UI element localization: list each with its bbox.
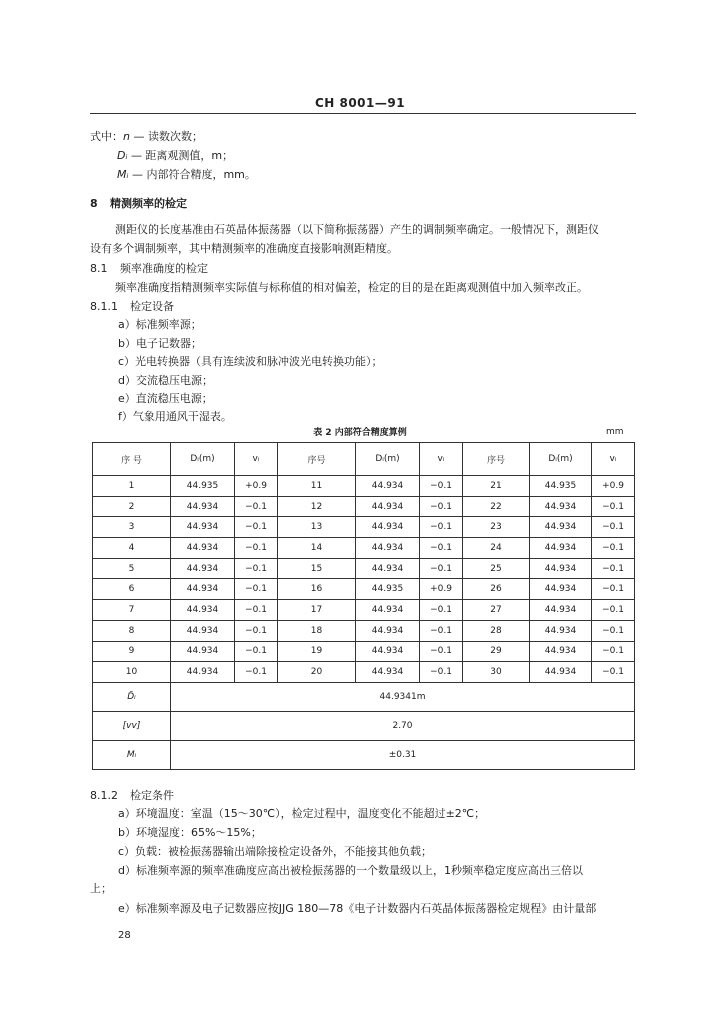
- table-cell: 20: [278, 662, 356, 683]
- summary-row: [93, 682, 635, 711]
- column-header: vᵢ: [235, 443, 278, 476]
- table-cell: −0.1: [235, 662, 278, 683]
- table-row: [93, 662, 635, 683]
- precision-table: [92, 442, 635, 770]
- table-cell: −0.1: [420, 641, 463, 662]
- table-cell: 44.934: [171, 600, 235, 621]
- table-cell: −0.1: [592, 662, 635, 683]
- section-number: 8.1.2: [90, 789, 118, 802]
- table-cell: 21: [463, 476, 530, 497]
- table-cell: −0.1: [420, 517, 463, 538]
- table-cell: 24: [463, 538, 530, 559]
- table-cell: −0.1: [592, 579, 635, 600]
- table-summary: [93, 682, 635, 769]
- column-header: 序号: [463, 443, 530, 476]
- table-cell: 27: [463, 600, 530, 621]
- summary-value: 44.9341m: [171, 682, 635, 711]
- table-row: [93, 496, 635, 517]
- column-header: 序 号: [93, 443, 171, 476]
- table-cell: 18: [278, 620, 356, 641]
- table-cell: −0.1: [235, 579, 278, 600]
- column-header: 序号: [278, 443, 356, 476]
- equipment-item: a）标准频率源；: [118, 318, 202, 331]
- table-cell: −0.1: [235, 517, 278, 538]
- summary-label: D̄ᵢ: [93, 682, 171, 711]
- table-cell: −0.1: [592, 538, 635, 559]
- table-cell: −0.1: [235, 641, 278, 662]
- section-8-1-para: 频率准确度指精测频率实际值与标称值的相对偏差，检定的目的是在距离观测值中加入频率改正。: [115, 281, 588, 294]
- summary-row: [93, 740, 635, 769]
- section-8-para-line2: 设有多个调制频率，其中精测频率的准确度直接影响测距精度。: [90, 242, 398, 255]
- table-cell: −0.1: [420, 620, 463, 641]
- section-8-heading: [90, 195, 187, 211]
- table-cell: 44.935: [530, 476, 592, 497]
- table-cell: 12: [278, 496, 356, 517]
- table-cell: 44.934: [356, 476, 420, 497]
- formula-def-text: — 内部符合精度，mm。: [131, 168, 256, 181]
- column-header: vᵢ: [420, 443, 463, 476]
- table-cell: 6: [93, 579, 171, 600]
- table-cell: 44.934: [356, 496, 420, 517]
- table-cell: 44.934: [171, 558, 235, 579]
- table-cell: 44.934: [356, 600, 420, 621]
- table-cell: −0.1: [420, 662, 463, 683]
- table-cell: 19: [278, 641, 356, 662]
- table-cell: 44.934: [530, 662, 592, 683]
- section-title: 精测频率的检定: [110, 197, 187, 210]
- table-row: [93, 579, 635, 600]
- table-cell: 44.934: [530, 517, 592, 538]
- table-unit: mm: [606, 427, 624, 437]
- section-8-1-1-heading: [90, 298, 174, 314]
- table-cell: 29: [463, 641, 530, 662]
- table-cell: −0.1: [592, 600, 635, 621]
- table-caption: 表 2 内部符合精度算例: [313, 428, 407, 438]
- table-cell: 22: [463, 496, 530, 517]
- table-cell: 44.934: [530, 600, 592, 621]
- formula-def-di: [117, 147, 233, 163]
- table-cell: 25: [463, 558, 530, 579]
- table-cell: 44.934: [171, 496, 235, 517]
- table-cell: 44.934: [356, 662, 420, 683]
- table-cell: 8: [93, 620, 171, 641]
- table-cell: −0.1: [420, 496, 463, 517]
- condition-item: b）环境湿度：65%～15%；: [118, 826, 262, 839]
- table-cell: −0.1: [235, 620, 278, 641]
- section-8-1-heading: [90, 260, 208, 276]
- table-cell: −0.1: [235, 538, 278, 559]
- table-cell: −0.1: [420, 476, 463, 497]
- table-cell: −0.1: [420, 558, 463, 579]
- table-cell: 44.935: [171, 476, 235, 497]
- table-cell: 44.934: [530, 538, 592, 559]
- table-cell: 14: [278, 538, 356, 559]
- section-title: 频率准确度的检定: [120, 262, 208, 275]
- table-cell: 17: [278, 600, 356, 621]
- table-cell: −0.1: [235, 496, 278, 517]
- formula-def-symbol: Mᵢ: [117, 168, 129, 181]
- table-cell: −0.1: [592, 641, 635, 662]
- table-cell: −0.1: [592, 496, 635, 517]
- equipment-item: e）直流稳压电源；: [118, 392, 213, 405]
- table-cell: 44.934: [356, 538, 420, 559]
- table-cell: 28: [463, 620, 530, 641]
- page-number: 28: [118, 930, 131, 941]
- table-cell: 44.934: [530, 620, 592, 641]
- equipment-item: d）交流稳压电源；: [118, 374, 213, 387]
- column-header: Dᵢ(m): [171, 443, 235, 476]
- formula-def-text: — 距离观测值，m；: [130, 149, 234, 162]
- table-cell: 44.934: [530, 558, 592, 579]
- condition-item: a）环境温度：室温（15～30℃），检定过程中，温度变化不能超过±2℃；: [118, 807, 486, 820]
- column-header: vᵢ: [592, 443, 635, 476]
- table-cell: 44.934: [530, 579, 592, 600]
- table-cell: 44.934: [356, 517, 420, 538]
- formula-def-n: [90, 128, 203, 144]
- table-row: [93, 517, 635, 538]
- table-row: [93, 600, 635, 621]
- formula-def-symbol: n: [123, 130, 130, 143]
- table-row: [93, 641, 635, 662]
- table-cell: 44.934: [530, 641, 592, 662]
- table-cell: 11: [278, 476, 356, 497]
- table-row: [93, 476, 635, 497]
- table-cell: 1: [93, 476, 171, 497]
- section-number: 8: [90, 197, 98, 210]
- summary-label: [vv]: [93, 711, 171, 740]
- table-row: [93, 620, 635, 641]
- section-number: 8.1: [90, 262, 108, 275]
- table-cell: 44.934: [356, 620, 420, 641]
- equipment-item: f）气象用通风干湿表。: [118, 410, 232, 423]
- summary-value: ±0.31: [171, 740, 635, 769]
- table-header-row: [93, 443, 635, 476]
- table-cell: 44.934: [530, 496, 592, 517]
- table-cell: 44.934: [171, 579, 235, 600]
- table-cell: −0.1: [592, 620, 635, 641]
- table-cell: 44.934: [171, 641, 235, 662]
- formula-def-symbol: Dᵢ: [117, 149, 128, 162]
- table-cell: 5: [93, 558, 171, 579]
- header-rule: [90, 113, 636, 114]
- condition-item: d）标准频率源的频率准确度应高出被检振荡器的一个数量级以上，1秒频率稳定度应高出三倍以: [118, 864, 583, 877]
- table-cell: 16: [278, 579, 356, 600]
- section-title: 检定设备: [130, 300, 174, 313]
- formula-def-text: — 读数次数；: [133, 130, 203, 143]
- table-cell: 2: [93, 496, 171, 517]
- table-cell: 23: [463, 517, 530, 538]
- table-cell: 26: [463, 579, 530, 600]
- condition-item: e）标准频率源及电子记数器应按JJG 180—78《电子计数器内石英晶体振荡器检定规程》由计量部: [118, 902, 597, 915]
- table-cell: +0.9: [420, 579, 463, 600]
- section-number: 8.1.1: [90, 300, 118, 313]
- table-cell: +0.9: [592, 476, 635, 497]
- table-cell: 44.934: [171, 662, 235, 683]
- formula-def-mi: [117, 166, 256, 182]
- table-cell: 44.935: [356, 579, 420, 600]
- section-8-1-2-heading: [90, 787, 174, 803]
- summary-label: Mᵢ: [93, 740, 171, 769]
- condition-item: c）负载：被检振荡器输出端除接检定设备外，不能接其他负载；: [118, 845, 433, 858]
- column-header: Dᵢ(m): [530, 443, 592, 476]
- table-cell: −0.1: [592, 517, 635, 538]
- table-cell: −0.1: [420, 600, 463, 621]
- table-cell: 30: [463, 662, 530, 683]
- table-cell: 44.934: [171, 620, 235, 641]
- summary-value: 2.70: [171, 711, 635, 740]
- table-cell: 4: [93, 538, 171, 559]
- table-body: [93, 476, 635, 683]
- formula-def-prefix: 式中：: [90, 130, 123, 143]
- table-cell: 44.934: [356, 641, 420, 662]
- table-cell: −0.1: [235, 558, 278, 579]
- table-cell: −0.1: [420, 538, 463, 559]
- table-cell: 3: [93, 517, 171, 538]
- equipment-item: b）电子记数器；: [118, 337, 202, 350]
- table-cell: 9: [93, 641, 171, 662]
- section-title: 检定条件: [130, 789, 174, 802]
- table-cell: −0.1: [592, 558, 635, 579]
- table-cell: −0.1: [235, 600, 278, 621]
- table-cell: 44.934: [356, 558, 420, 579]
- table-cell: 10: [93, 662, 171, 683]
- table-cell: 44.934: [171, 517, 235, 538]
- page-header-title: CH 8001—91: [314, 96, 406, 110]
- table-cell: +0.9: [235, 476, 278, 497]
- condition-item-continued: 上；: [90, 882, 112, 895]
- summary-row: [93, 711, 635, 740]
- table-cell: 44.934: [171, 538, 235, 559]
- equipment-item: c）光电转换器（具有连续波和脉冲波光电转换功能）；: [118, 355, 383, 368]
- table-cell: 7: [93, 600, 171, 621]
- column-header: Dᵢ(m): [356, 443, 420, 476]
- table-cell: 13: [278, 517, 356, 538]
- section-8-para-line1: 测距仪的长度基准由石英晶体振荡器（以下简称振荡器）产生的调制频率确定。一般情况下，测距仪: [115, 223, 599, 236]
- table-row: [93, 538, 635, 559]
- table-cell: 15: [278, 558, 356, 579]
- table-row: [93, 558, 635, 579]
